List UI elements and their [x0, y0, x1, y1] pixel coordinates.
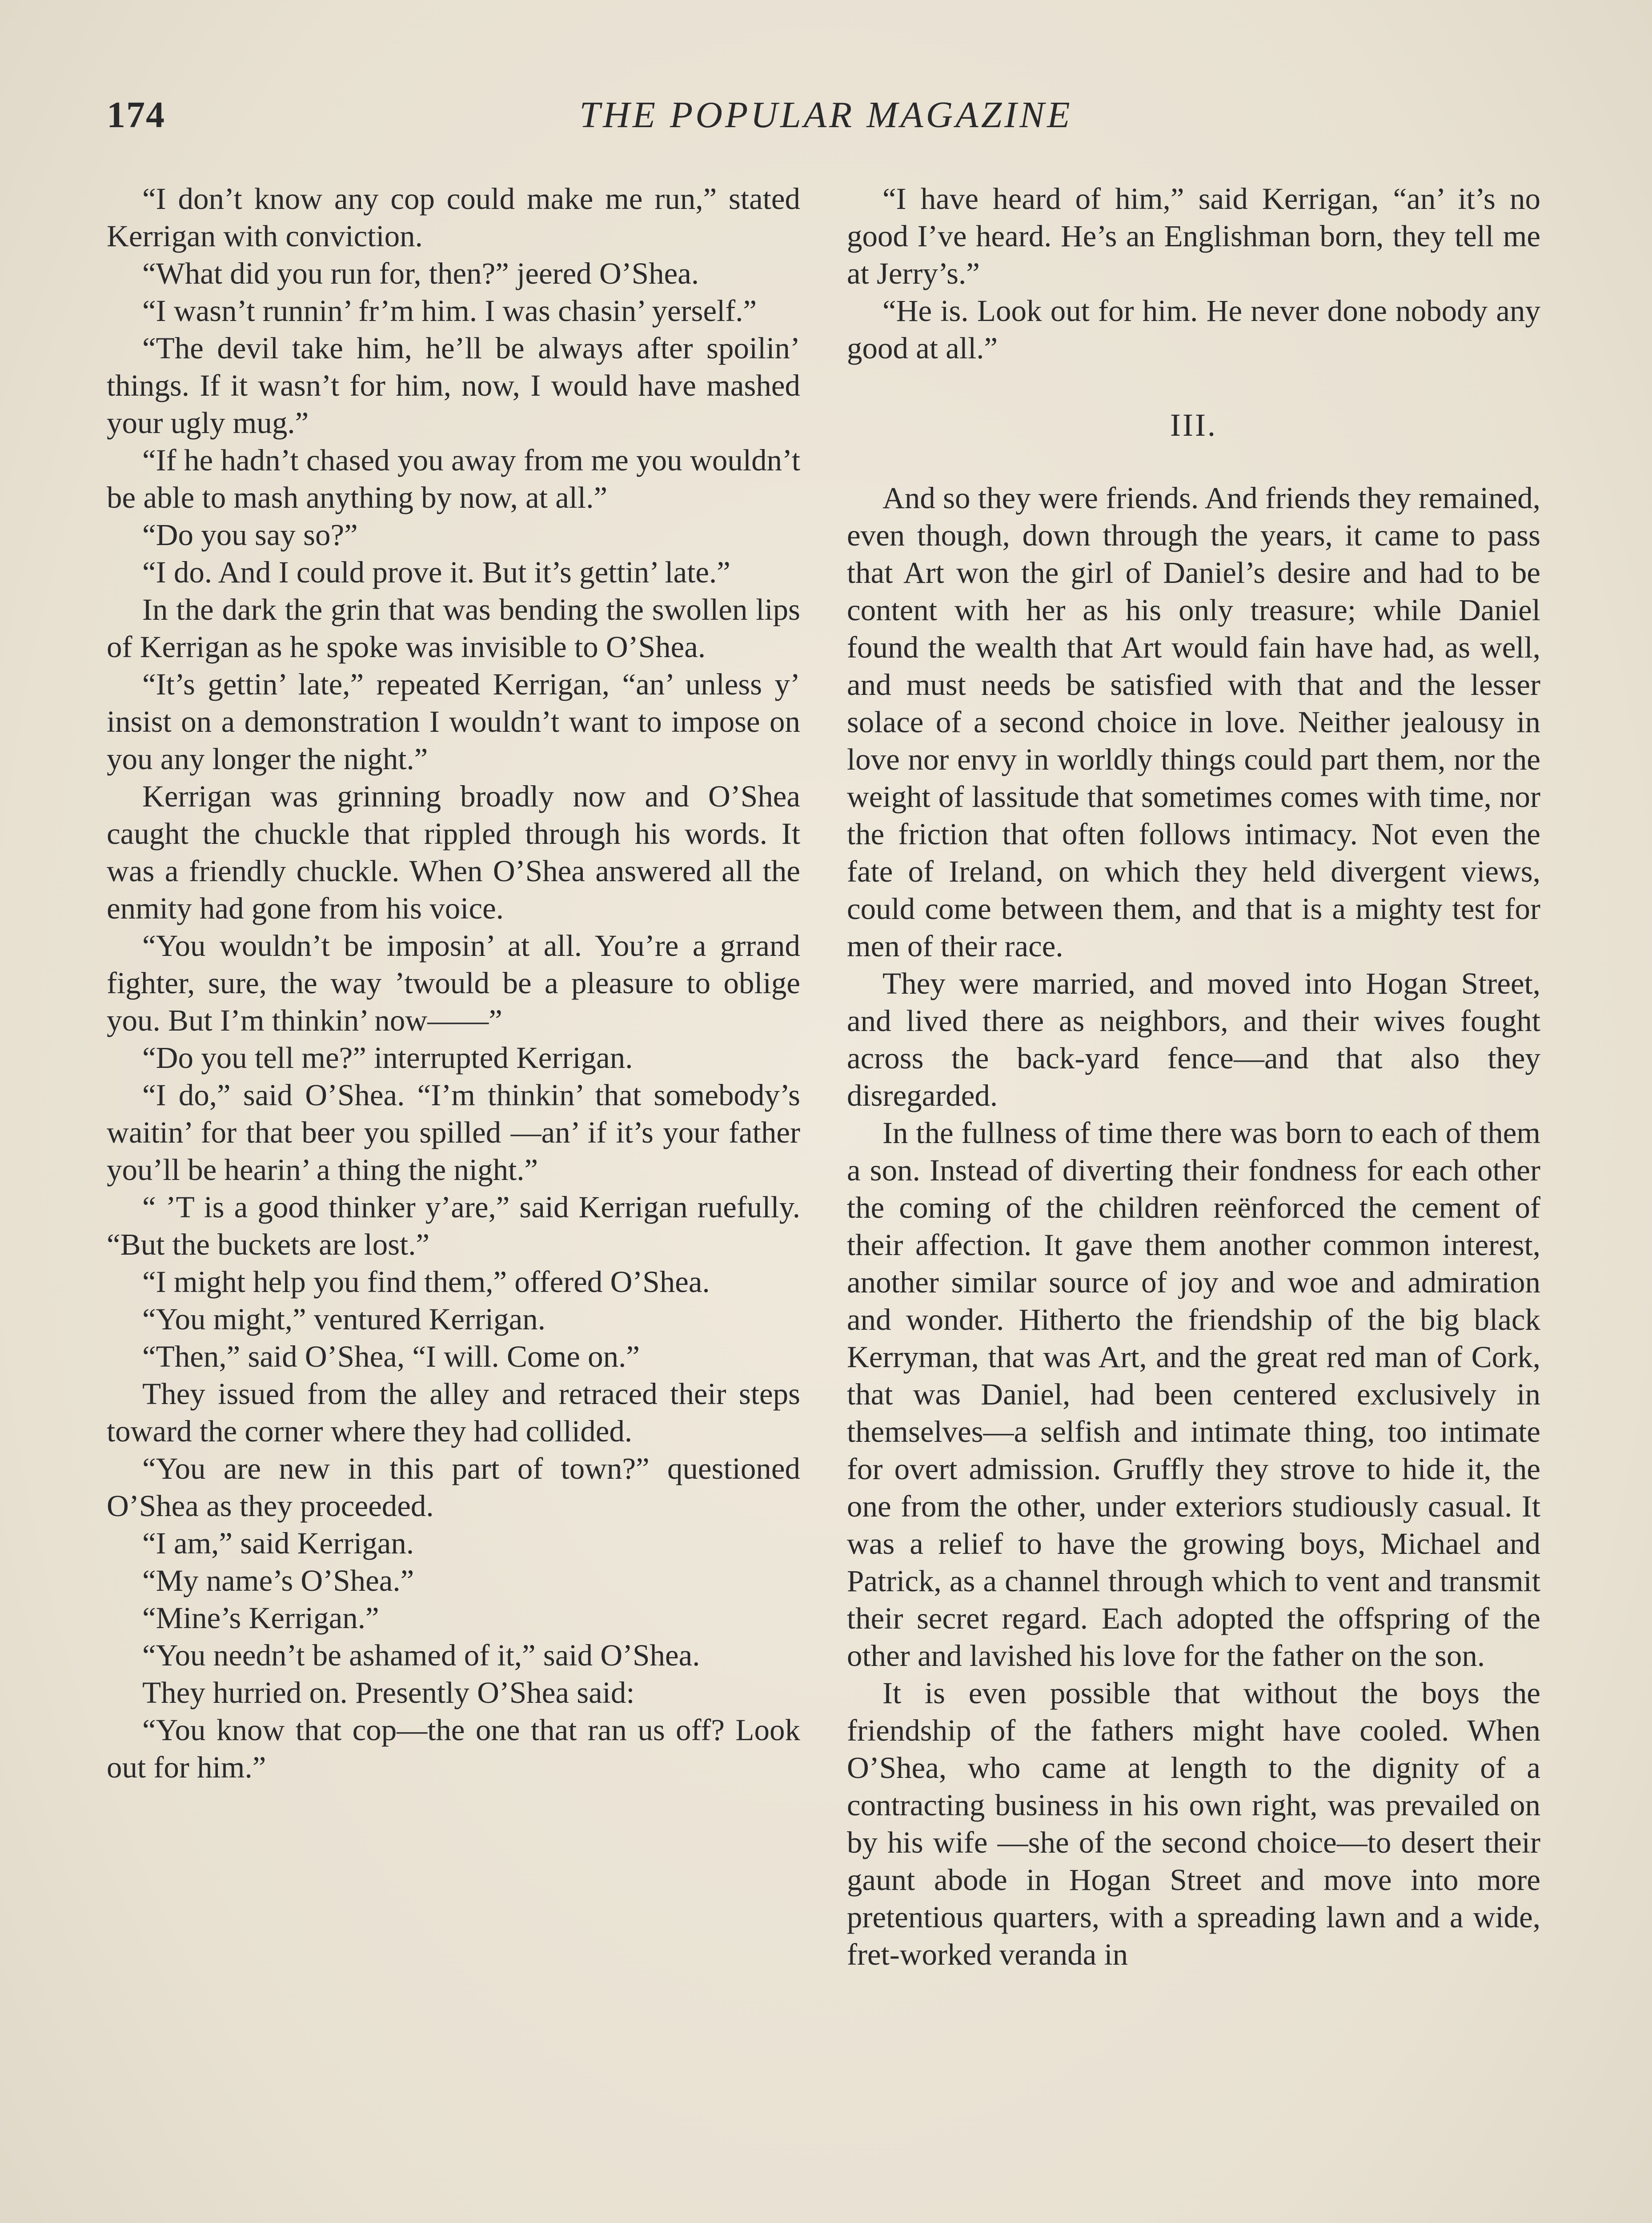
paragraph: “If he hadn’t chased you away from me you wouldn’t be able to mash anything by now, at all.” [107, 443, 800, 514]
paragraph: “My name’s O’Shea.” [142, 1564, 414, 1597]
page-header [107, 93, 1545, 147]
running-title: THE POPULAR MAGAZINE [579, 94, 1073, 136]
paragraph: “You know that cop—the one that ran us off? Look out for him.” [107, 1713, 800, 1784]
paragraph: In the fullness of time there was born to each of them a son. Instead of diverting their fondness for each other the coming of the children reënforced the cement of their affection. It gave them another common interest, another similar source of joy and woe and admiration and wonder. Hitherto the friendship of the big black Kerryman, that was Art, and the great red man of Cork, that was Daniel, had been centered exclusively in themselves—a selfish and intimate thing, too intimate for overt admission. Gruffly they strove to hide it, the one from the other, under exteriors studiously casual. It was a relief to have the growing boys, Michael and Patrick, as a channel through which to vent and transmit their secret regard. Each adopted the offspring of the other and lavished his love for the father on the son. [847, 1116, 1540, 1673]
paragraph: “I don’t know any cop could make me run,” stated Kerrigan with conviction. [107, 182, 800, 253]
paragraph: “What did you run for, then?” jeered O’Shea. [142, 257, 699, 290]
paragraph: “It’s gettin’ late,” repeated Kerrigan, “an’ unless y’ insist on a demonstration I wouldn’t want to impose on you any longer the night.” [107, 667, 800, 776]
paragraph: “ ’T is a good thinker y’are,” said Kerrigan ruefully. “But the buckets are lost.” [107, 1190, 800, 1261]
paragraph: “I do,” said O’Shea. “I’m thinkin’ that somebody’s waitin’ for that beer you spilled —an’ if it’s your father you’ll be hearin’ a thing the night.” [107, 1078, 800, 1187]
section-heading: III. [1170, 407, 1217, 443]
paragraph: “Do you tell me?” interrupted Kerrigan. [142, 1041, 633, 1075]
right-column [847, 180, 1540, 1973]
paragraph: “I do. And I could prove it. But it’s gettin’ late.” [142, 555, 730, 589]
paragraph: “You wouldn’t be imposin’ at all. You’re a grrand fighter, sure, the way ’twould be a pleasure to oblige you. But I’m thinkin’ now——” [107, 929, 800, 1037]
paragraph: “You might,” ventured Kerrigan. [142, 1302, 546, 1336]
paragraph: They hurried on. Presently O’Shea said: [142, 1676, 635, 1709]
paragraph: “Then,” said O’Shea, “I will. Come on.” [142, 1340, 640, 1373]
page-number: 174 [107, 94, 165, 136]
paragraph: “Mine’s Kerrigan.” [142, 1601, 379, 1635]
paragraph: “I might help you find them,” offered O’Shea. [142, 1265, 710, 1299]
paragraph: “You needn’t be ashamed of it,” said O’Shea. [142, 1638, 700, 1672]
paragraph: “I wasn’t runnin’ fr’m him. I was chasin’ yerself.” [142, 294, 757, 328]
paragraph: “I am,” said Kerrigan. [142, 1526, 414, 1560]
paragraph: “The devil take him, he’ll be always after spoilin’ things. If it wasn’t for him, now, I would have mashed your ugly mug.” [107, 331, 800, 440]
paragraph: “Do you say so?” [142, 518, 358, 552]
paragraph: They issued from the alley and retraced their steps toward the corner where they had collided. [107, 1377, 800, 1448]
paragraph: Kerrigan was grinning broadly now and O’Shea caught the chuckle that rippled through his words. It was a friendly chuckle. When O’Shea answered all the enmity had gone from his voice. [107, 779, 800, 925]
paragraph: They were married, and moved into Hogan Street, and lived there as neighbors, and their wives fought across the back-yard fence—and that also they disregarded. [847, 967, 1540, 1112]
paragraph: In the dark the grin that was bending the swollen lips of Kerrigan as he spoke was invisible to O’Shea. [107, 593, 800, 664]
paragraph: It is even possible that without the boys the friendship of the fathers might have cooled. When O’Shea, who came at length to the dignity of a contracting business in his own right, was prevailed on by his wife —she of the second choice—to desert their gaunt abode in Hogan Street and move into more pretentious quarters, with a spreading lawn and a wide, fret-worked veranda in [847, 1676, 1540, 1971]
paragraph: “He is. Look out for him. He never done nobody any good at all.” [847, 294, 1540, 365]
paragraph: “You are new in this part of town?” questioned O’Shea as they proceeded. [107, 1452, 800, 1523]
paragraph: And so they were friends. And friends they remained, even though, down through the years, it came to pass that Art won the girl of Daniel’s desire and had to be content with her as his only treasure; while Daniel found the wealth that Art would fain have had, as well, and must needs be satisfied with that and the lesser solace of a second choice in love. Neither jealousy in love nor envy in worldly things could part them, nor the weight of lassitude that sometimes comes with time, nor the friction that often follows intimacy. Not even the fate of Ireland, on which they held divergent views, could come between them, and that is a mighty test for men of their race. [847, 481, 1540, 963]
left-column [107, 180, 800, 1786]
paragraph: “I have heard of him,” said Kerrigan, “an’ it’s no good I’ve heard. He’s an Englishman born, they tell me at Jerry’s.” [847, 182, 1540, 290]
